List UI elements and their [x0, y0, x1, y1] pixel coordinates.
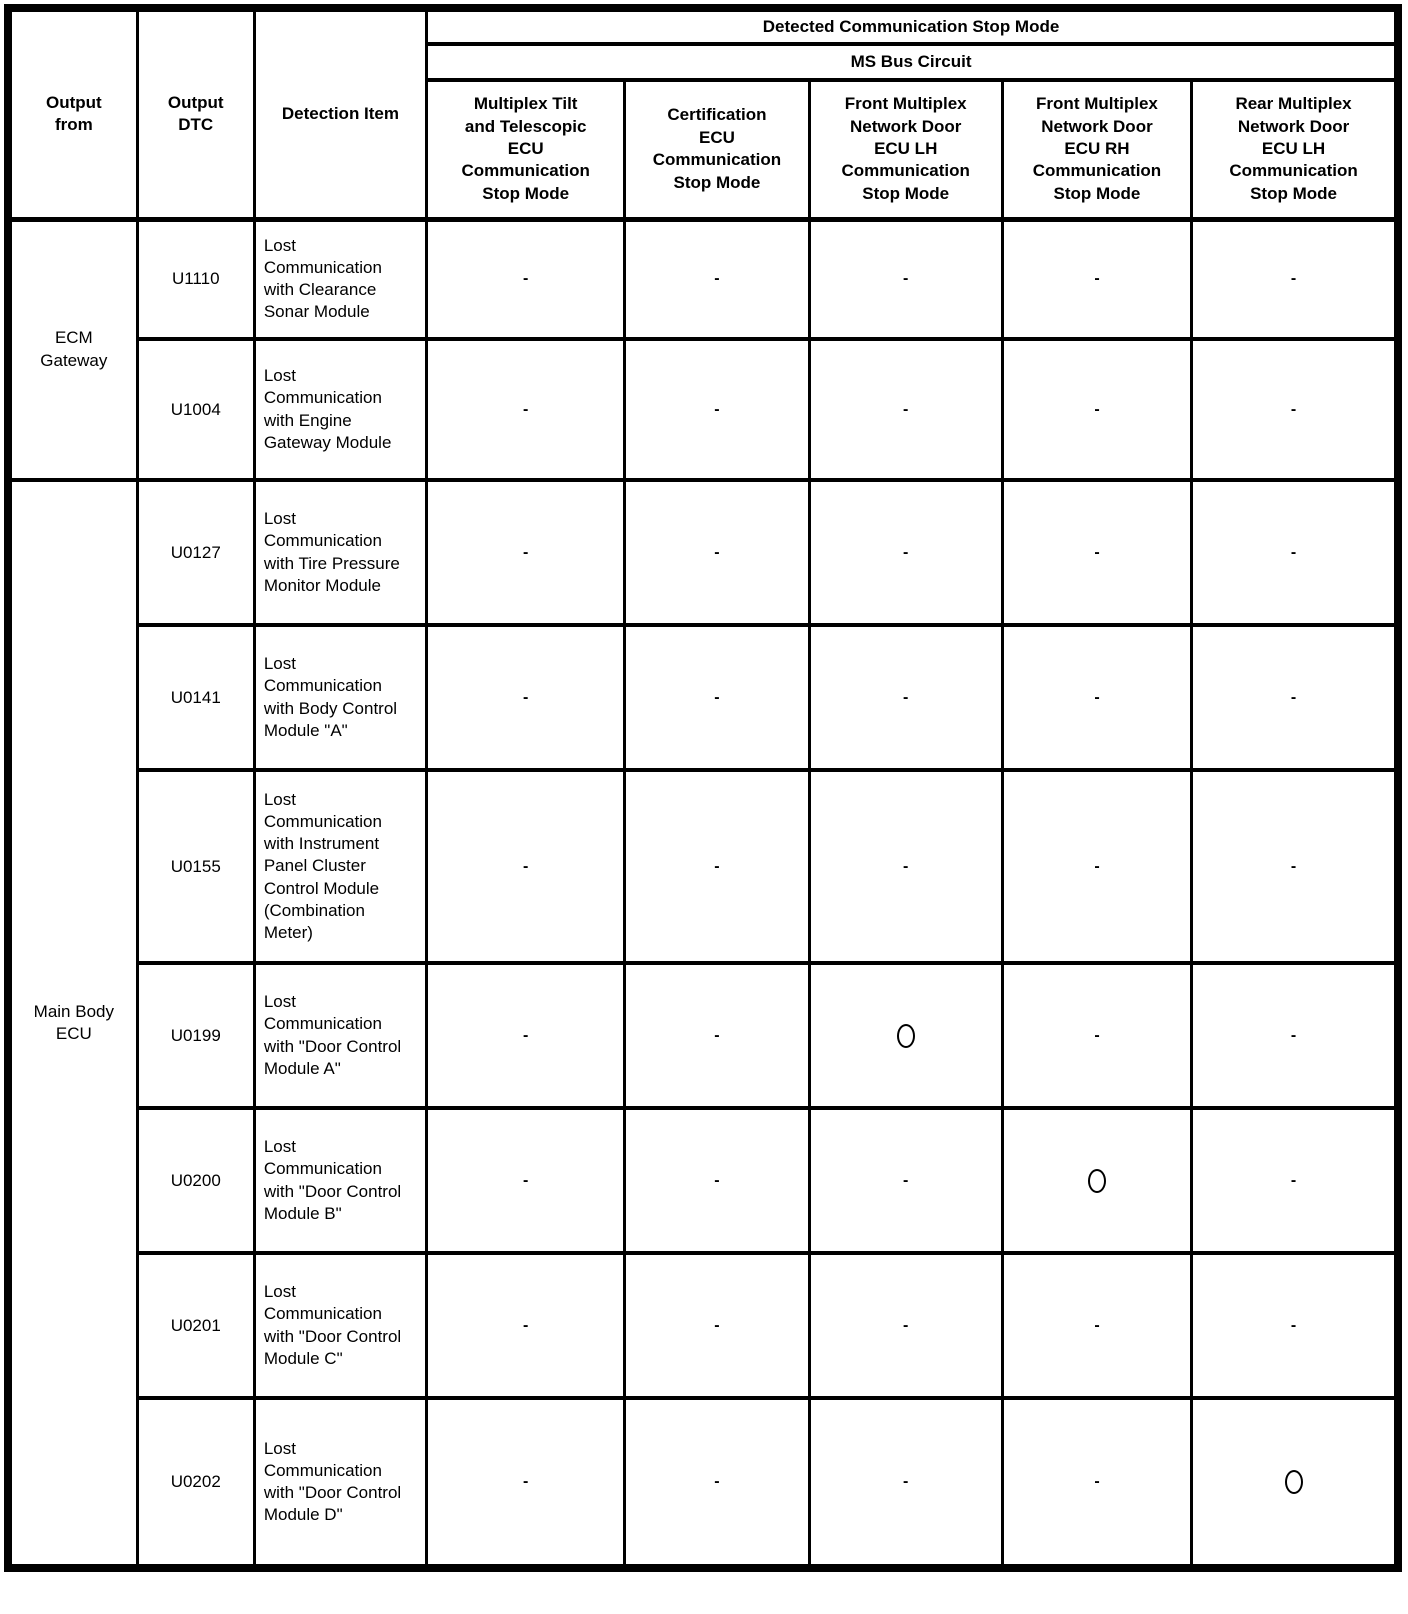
- header-output-from: [8, 8, 137, 219]
- mark-cell: [427, 1398, 625, 1568]
- detection-item-cell: Lost Communication with Clearance Sonar Module: [254, 219, 426, 339]
- header-output-dtc-label: Output DTC: [167, 92, 224, 135]
- circle-mark: [1088, 1169, 1106, 1193]
- dash-mark: -: [714, 857, 720, 875]
- mark-cell: [1002, 770, 1191, 963]
- dash-mark: -: [1290, 270, 1297, 288]
- mark-cell: [809, 1108, 1002, 1253]
- detection-item-cell: Lost Communication with "Door Control Module C": [254, 1253, 426, 1398]
- output-from-cell: [8, 219, 137, 480]
- dash-mark: -: [523, 857, 529, 875]
- output-dtc-cell: U0155: [137, 770, 254, 963]
- detection-item-cell: Lost Communication with Instrument Panel Cluster Control Module (Combination Meter): [254, 770, 426, 963]
- mark-cell: [1192, 219, 1398, 339]
- detection-item-cell: Lost Communication with Body Control Module "A": [254, 625, 426, 770]
- detection-item-cell: Lost Communication with Tire Pressure Monitor Module: [254, 480, 426, 625]
- header-col-front-door-ecu-lh: Front Multiplex Network Door ECU LH Communication Stop Mode: [809, 80, 1002, 219]
- dash-mark: -: [714, 270, 720, 288]
- detection-item-cell: Lost Communication with "Door Control Module B": [254, 1108, 426, 1253]
- dash-mark: -: [1094, 688, 1100, 706]
- mark-cell: [1192, 963, 1398, 1108]
- dash-mark: -: [903, 543, 909, 561]
- header-output-dtc: [137, 8, 254, 219]
- table-row: [8, 219, 1398, 339]
- mark-cell: [1002, 480, 1191, 625]
- dash-mark: -: [1094, 1473, 1100, 1490]
- detection-item-cell: Lost Communication with "Door Control Module A": [254, 963, 426, 1108]
- dash-mark: -: [1290, 1026, 1297, 1044]
- dash-mark: -: [1094, 270, 1100, 288]
- mark-cell: [625, 1253, 809, 1398]
- dash-mark: -: [903, 688, 909, 706]
- header-row-top: [8, 8, 1398, 44]
- output-dtc-cell: U0200: [137, 1108, 254, 1253]
- header-col-certification-ecu: Certification ECU Communication Stop Mode: [625, 80, 809, 219]
- mark-cell: [1192, 1108, 1398, 1253]
- mark-cell: [809, 339, 1002, 480]
- circle-mark: [897, 1024, 915, 1048]
- mark-cell: [427, 770, 625, 963]
- output-dtc-cell: U0141: [137, 625, 254, 770]
- output-dtc-cell: U0202: [137, 1398, 254, 1568]
- mark-cell: [1002, 339, 1191, 480]
- table-row: [8, 625, 1398, 770]
- dash-mark: -: [903, 270, 909, 288]
- dash-mark: -: [1094, 857, 1100, 875]
- table-body: [8, 219, 1398, 1568]
- dash-mark: -: [523, 1316, 529, 1334]
- dash-mark: -: [714, 1316, 720, 1334]
- dash-mark: -: [714, 1026, 720, 1044]
- dash-mark: -: [1094, 400, 1100, 418]
- dash-mark: -: [714, 1473, 720, 1490]
- header-detection-item-label: Detection Item: [281, 104, 400, 124]
- circle-mark: [1285, 1470, 1303, 1494]
- mark-cell: [1192, 625, 1398, 770]
- header-ms-bus-circuit: MS Bus Circuit: [427, 44, 1398, 80]
- dash-mark: -: [903, 1473, 909, 1490]
- table-row: [8, 963, 1398, 1108]
- mark-cell: [1002, 1398, 1191, 1568]
- dash-mark: -: [523, 270, 529, 288]
- mark-cell: [625, 480, 809, 625]
- mark-cell: [809, 770, 1002, 963]
- table-row: [8, 1253, 1398, 1398]
- detection-item-cell: Lost Communication with Engine Gateway Module: [254, 339, 426, 480]
- dash-mark: -: [523, 1026, 529, 1044]
- table-row: [8, 339, 1398, 480]
- dash-mark: -: [523, 688, 529, 706]
- dash-mark: -: [523, 400, 529, 418]
- mark-cell: [625, 963, 809, 1108]
- dash-mark: -: [903, 1171, 909, 1189]
- dash-mark: -: [714, 400, 720, 418]
- mark-cell: [1192, 1398, 1398, 1568]
- dtc-communication-stop-mode-table: [4, 4, 1402, 1572]
- dash-mark: -: [1290, 857, 1297, 875]
- header-col-front-door-ecu-rh: Front Multiplex Network Door ECU RH Communication Stop Mode: [1002, 80, 1191, 219]
- table-header: [8, 8, 1398, 219]
- table-row: [8, 1108, 1398, 1253]
- mark-cell: [625, 625, 809, 770]
- table-row: [8, 770, 1398, 963]
- dash-mark: -: [714, 1171, 720, 1189]
- dash-mark: -: [1290, 1316, 1297, 1334]
- mark-cell: [625, 1108, 809, 1253]
- table-row: [8, 480, 1398, 625]
- mark-cell: [809, 219, 1002, 339]
- output-from-label: Main Body ECU: [33, 1001, 114, 1043]
- mark-cell: [427, 625, 625, 770]
- mark-cell: [1002, 1253, 1191, 1398]
- header-output-from-label: Output from: [45, 92, 102, 135]
- mark-cell: [809, 1253, 1002, 1398]
- dash-mark: -: [1290, 688, 1297, 706]
- output-dtc-cell: U0199: [137, 963, 254, 1108]
- mark-cell: [1002, 1108, 1191, 1253]
- dash-mark: -: [903, 857, 909, 875]
- mark-cell: [1002, 219, 1191, 339]
- mark-cell: [427, 963, 625, 1108]
- dash-mark: -: [1094, 1026, 1100, 1044]
- mark-cell: [1002, 963, 1191, 1108]
- mark-cell: [809, 963, 1002, 1108]
- output-dtc-cell: U1110: [137, 219, 254, 339]
- mark-cell: [1192, 1253, 1398, 1398]
- mark-cell: [427, 480, 625, 625]
- mark-cell: [427, 219, 625, 339]
- dash-mark: -: [903, 400, 909, 418]
- mark-cell: [1192, 770, 1398, 963]
- dash-mark: -: [1290, 543, 1297, 561]
- mark-cell: [625, 770, 809, 963]
- dash-mark: -: [523, 543, 529, 561]
- output-dtc-cell: U1004: [137, 339, 254, 480]
- output-from-label: ECM Gateway: [40, 328, 108, 370]
- output-dtc-cell: U0127: [137, 480, 254, 625]
- dash-mark: -: [523, 1473, 529, 1490]
- detection-item-cell: Lost Communication with "Door Control Module D": [254, 1398, 426, 1568]
- mark-cell: [1192, 339, 1398, 480]
- dash-mark: -: [523, 1171, 529, 1189]
- dash-mark: -: [1290, 400, 1297, 418]
- output-dtc-cell: U0201: [137, 1253, 254, 1398]
- mark-cell: [427, 339, 625, 480]
- dash-mark: -: [1094, 543, 1100, 561]
- mark-cell: [809, 625, 1002, 770]
- mark-cell: [625, 219, 809, 339]
- dash-mark: -: [1094, 1316, 1100, 1334]
- mark-cell: [625, 1398, 809, 1568]
- dash-mark: -: [714, 688, 720, 706]
- dash-mark: -: [714, 543, 720, 561]
- header-col-rear-door-ecu-lh: Rear Multiplex Network Door ECU LH Communication Stop Mode: [1192, 80, 1398, 219]
- mark-cell: [1002, 625, 1191, 770]
- header-detected-communication-stop-mode: Detected Communication Stop Mode: [427, 8, 1398, 44]
- table-row: [8, 1398, 1398, 1568]
- output-from-cell: [8, 480, 137, 1568]
- header-detection-item: [254, 8, 426, 219]
- dash-mark: -: [903, 1316, 909, 1334]
- mark-cell: [625, 339, 809, 480]
- mark-cell: [427, 1108, 625, 1253]
- mark-cell: [809, 480, 1002, 625]
- header-col-multiplex-tilt-telescopic: Multiplex Tilt and Telescopic ECU Communication Stop Mode: [427, 80, 625, 219]
- mark-cell: [809, 1398, 1002, 1568]
- dash-mark: -: [1290, 1171, 1297, 1189]
- mark-cell: [1192, 480, 1398, 625]
- mark-cell: [427, 1253, 625, 1398]
